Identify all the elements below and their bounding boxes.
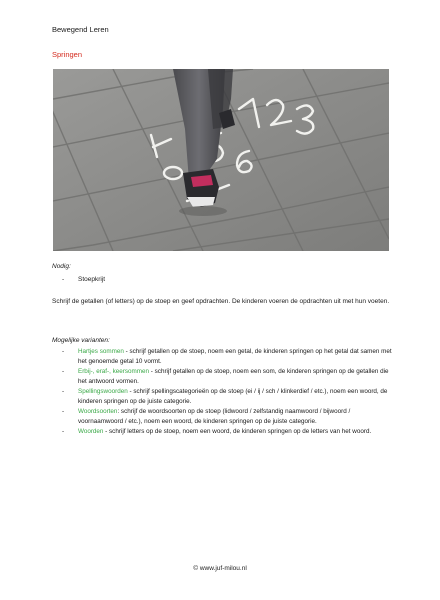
variant-description: : schrijf de woordsoorten op de stoep (lidwoord / zelfstandig naamwoord / bijwoord / voornaamwoord / etc.), noem een woord, de kinderen springen op de juiste categorie. — [78, 408, 351, 425]
variants-list — [62, 347, 394, 437]
list-item — [62, 347, 394, 367]
needed-list — [62, 276, 105, 283]
variant-name: Woorden — [78, 428, 104, 435]
variant-name: Woordsoorten — [78, 408, 118, 415]
dash-bullet: - — [62, 408, 65, 415]
variants-label: Mogelijke varianten: — [52, 337, 110, 344]
dash-bullet: - — [62, 348, 65, 355]
dash-bullet: - — [62, 388, 65, 395]
variant-name: Erbij-, eraf-, keersommen — [78, 368, 150, 375]
needed-item: Stoepkrijt — [78, 276, 106, 283]
list-item — [62, 427, 394, 437]
variant-description: - schrijf getallen op de stoep, noem een som, de kinderen springen op de getallen die het antwoord vormen. — [78, 368, 389, 385]
list-item — [62, 276, 105, 283]
list-item — [62, 387, 394, 407]
dash-bullet: - — [62, 368, 65, 375]
section-title: Springen — [52, 50, 83, 59]
list-item — [62, 407, 394, 427]
header-title: Bewegend Leren — [52, 25, 109, 34]
hopscotch-photo — [53, 69, 389, 251]
dash-bullet: - — [62, 276, 65, 283]
footer-copyright: © www.juf-milou.nl — [193, 565, 247, 572]
variant-name: Spellingswoorden — [78, 388, 128, 395]
needed-label: Nodig: — [52, 263, 71, 270]
intro-paragraph: Schrijf de getallen (of letters) op de stoep en geef opdrachten. De kinderen voeren de opdrachten uit met hun voeten. — [52, 298, 390, 305]
variant-name: Hartjes sommen — [78, 348, 124, 355]
list-item — [62, 367, 394, 387]
dash-bullet: - — [62, 428, 65, 435]
variant-description: - schrijf letters op de stoep, noem een woord, de kinderen springen op de letters van het woord. — [103, 428, 372, 435]
variant-description: - schrijf spellingscategorieën op de stoep (ei / ij / sch / klinkerdief / etc.), noem een woord, de kinderen springen op de juiste categorie. — [78, 388, 388, 405]
variant-description: - schrijf getallen op de stoep, noem een getal, de kinderen springen op het getal dat samen met het genoemde getal 10 vormt. — [78, 348, 392, 365]
